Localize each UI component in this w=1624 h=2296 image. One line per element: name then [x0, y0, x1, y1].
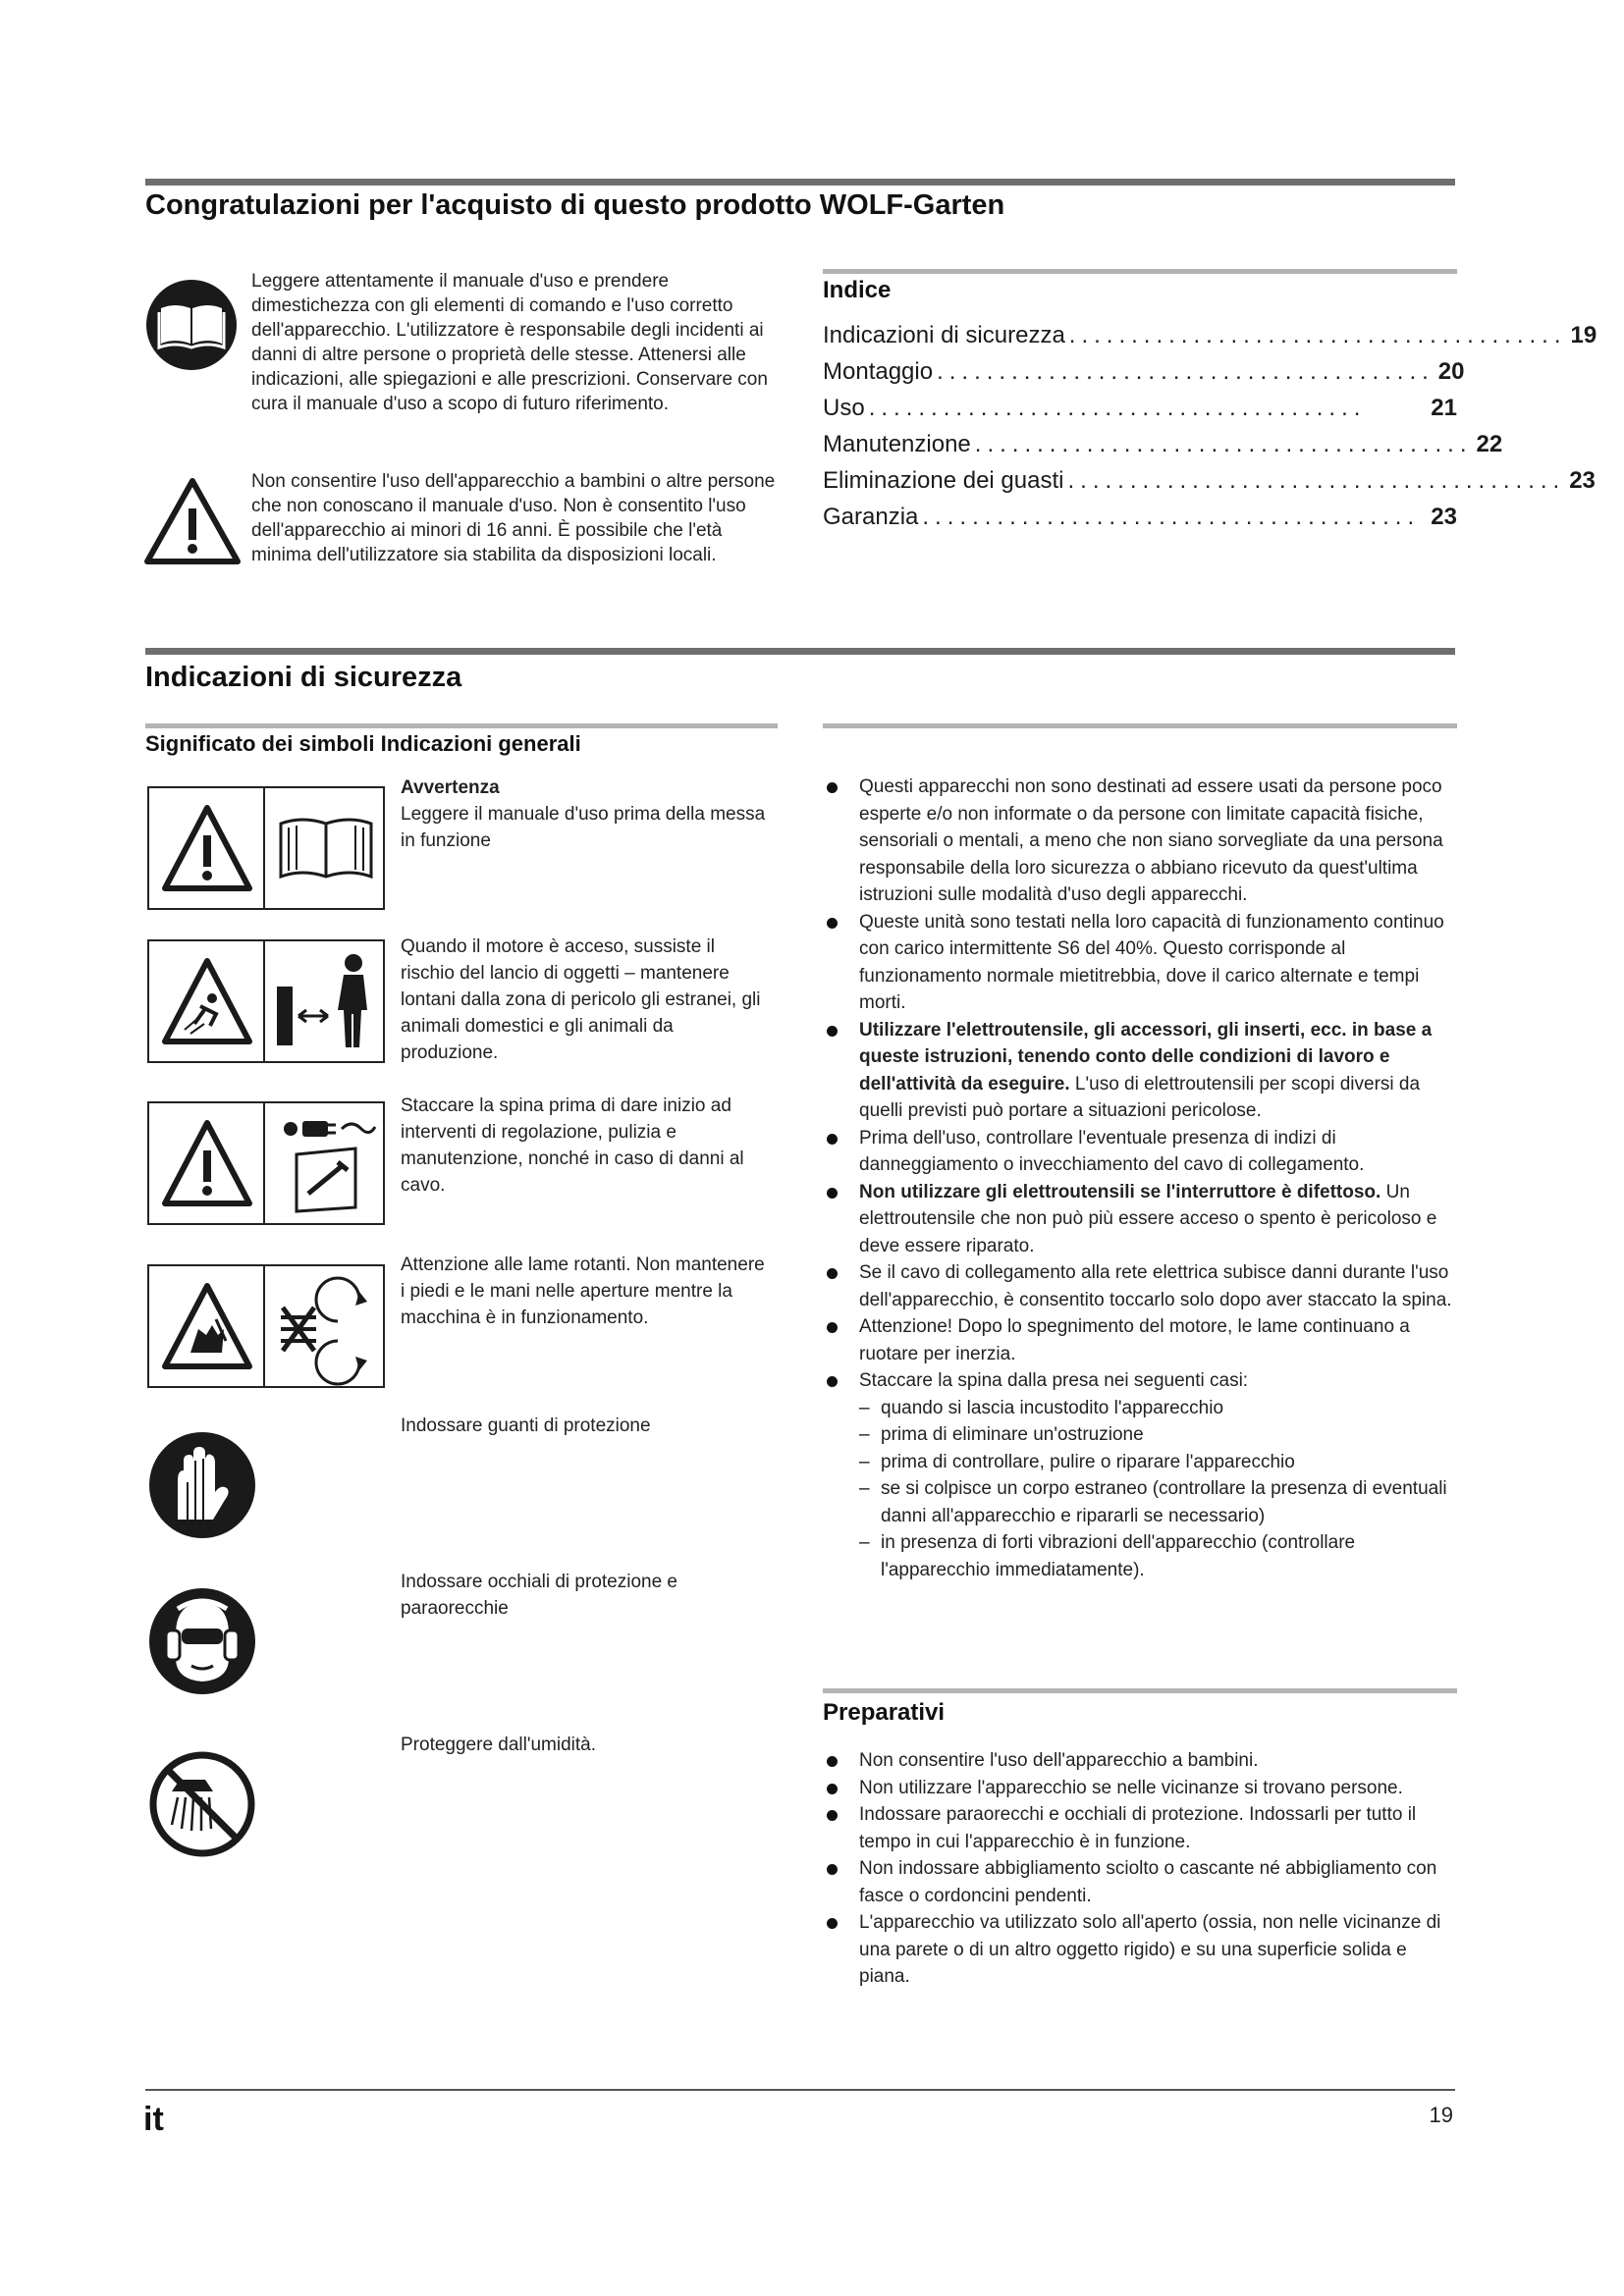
symbol-label: Proteggere dall'umidità. [401, 1735, 597, 1755]
symbol-unplug [147, 1101, 385, 1225]
list-item: Indossare paraorecchi e occhiali di protezione. Indossarli per tutto il tempo in cui l'apparecchio è in funzione. [823, 1801, 1457, 1855]
symbol-read-manual [147, 786, 385, 910]
warning-triangle-icon [161, 1117, 253, 1211]
toc-heading: Indice [823, 277, 892, 303]
footer-rule [145, 2089, 1455, 2091]
symbol-thrown-objects [147, 939, 385, 1063]
symbol-label: Avvertenza Leggere il manuale d'uso prima della messa in funzione [401, 777, 766, 851]
toc-item[interactable]: Eliminazione dei guasti ........................................ 23 [823, 467, 1596, 494]
symbol-label: Staccare la spina prima di dare inizio ad interventi di regolazione, pulizia e manutenzione, nonché in caso di danni al cavo. [401, 1095, 744, 1196]
intro-children-text: Non consentire l'uso dell'apparecchio a bambini o altre persone che non conoscano il manuale d'uso. Non è consentito l'uso dell'apparecchio ai minori di 16 anni. È possibile che l'età minima dell'utilizzatore sia stabilita da disposizioni locali. [251, 471, 776, 565]
prep-heading: Preparativi [823, 1699, 946, 1726]
blade-hand-warning-icon [161, 1280, 253, 1374]
footer-language: it [143, 2101, 164, 2138]
safety-rule [145, 648, 1455, 655]
gloves-icon [148, 1431, 256, 1539]
no-moisture-icon [148, 1750, 256, 1858]
list-item: Non indossare abbigliamento sciolto o cascante né abbigliamento con fasce o cordoncini pendenti. [823, 1855, 1457, 1909]
general-safety-list [823, 774, 1457, 1583]
sub-list-item: – se si colpisce un corpo estraneo (controllare la presenza di eventuali danni all'apparecchio e ripararli se necessario) [859, 1475, 1457, 1529]
thrown-object-warning-icon [161, 955, 253, 1049]
safety-heading: Indicazioni di sicurezza [145, 662, 462, 693]
symbol-rotating-blades [147, 1264, 385, 1388]
list-item: Se il cavo di collegamento alla rete elettrica subisce danni durante l'uso dell'apparecchio, è consentito toccarlo solo dopo aver staccato la spina. [823, 1259, 1457, 1313]
list-item: Queste unità sono testati nella loro capacità di funzionamento continuo con carico intermittente S6 del 40%. Questo corrisponde al funzionamento normale mietitrebbia, dove il carico alternate e tempi morti. [823, 909, 1457, 1017]
manual-book-icon [275, 814, 377, 884]
sub-list-item: – prima di eliminare un'ostruzione [859, 1421, 1457, 1449]
list-item: Attenzione! Dopo lo spegnimento del motore, le lame continuano a ruotare per inerzia. [823, 1313, 1457, 1367]
table-of-contents [823, 317, 1597, 535]
list-item: Staccare la spina dalla presa nei seguenti casi: – quando si lascia incustodito l'apparecchio – prima di eliminare un'ostruzione – prima di controllare, pulire o riparare l'apparecchio – se si colpisce un corpo estraneo (controllare la presenza di eventuali danni all'apparecchio e ripararli se necessario) – in presenza di forti vibrazioni dell'apparecchio (controllare l'apparecchio immediatamente). [823, 1367, 1457, 1583]
symbols-rule [145, 723, 778, 728]
list-item: Questi apparecchi non sono destinati ad essere usati da persone poco esperte e/o non informate o da persone con limitate capacità fisiche, sensoriali o mentali, a meno che non siano sorvegliate da una persona responsabile della loro sicurezza o abbiano ricevuto da quest'ultima istruzioni sulle modalità d'uso degli apparecchi. [823, 774, 1457, 909]
sub-list-item: – quando si lascia incustodito l'apparecchio [859, 1395, 1457, 1422]
top-rule [145, 179, 1455, 186]
manual-book-icon [145, 279, 238, 371]
toc-rule [823, 269, 1457, 274]
warning-triangle-icon [143, 475, 242, 565]
symbols-heading: Significato dei simboli Indicazioni generali [145, 731, 581, 756]
rotating-blade-icon [273, 1278, 379, 1376]
list-item: Prima dell'uso, controllare l'eventuale presenza di indizi di danneggiamento o invecchiamento del cavo di collegamento. [823, 1125, 1457, 1179]
list-item: Non utilizzare gli elettroutensili se l'interruttore è difettoso. Un elettroutensile che non può più essere acceso o spento è pericoloso e deve essere riparato. [823, 1179, 1457, 1260]
toc-item[interactable]: Montaggio ........................................ 20 [823, 358, 1465, 385]
toc-item[interactable]: Indicazioni di sicurezza ........................................ 19 [823, 322, 1597, 348]
symbol-label: Indossare guanti di protezione [401, 1415, 651, 1436]
page-title: Congratulazioni per l'acquisto di questo prodotto WOLF-Garten [145, 189, 1005, 221]
prep-rule [823, 1688, 1457, 1693]
unplug-cable-icon [273, 1111, 379, 1217]
keep-distance-icon [273, 951, 379, 1053]
intro-read-text: Leggere attentamente il manuale d'uso e prendere dimestichezza con gli elementi di comando e l'uso corretto dell'apparecchio. L'utilizzatore è responsabile degli incidenti ai danni di altre persone o proprietà delle stesse. Attenersi alle indicazioni, alle spiegazioni e alle prescrizioni. Conservare con cura il manuale d'uso a scopo di futuro riferimento. [251, 271, 768, 414]
goggles-ear-protection-icon [148, 1587, 256, 1695]
list-item: L'apparecchio va utilizzato solo all'aperto (ossia, non nelle vicinanze di una parete o di un altro oggetto rigido) e su una superficie solida e piana. [823, 1909, 1457, 1991]
list-item: Non utilizzare l'apparecchio se nelle vicinanze si trovano persone. [823, 1775, 1457, 1802]
sub-list-item: – in presenza di forti vibrazioni dell'apparecchio (controllare l'apparecchio immediatamente). [859, 1529, 1457, 1583]
toc-item[interactable]: Garanzia ........................................ 23 [823, 504, 1457, 530]
sub-list-item: – prima di controllare, pulire o riparare l'apparecchio [859, 1449, 1457, 1476]
toc-item[interactable]: Uso ........................................ 21 [823, 395, 1457, 421]
warning-triangle-icon [161, 802, 253, 896]
list-item: Non consentire l'uso dell'apparecchio a bambini. [823, 1747, 1457, 1775]
toc-item[interactable]: Manutenzione ........................................ 22 [823, 431, 1503, 457]
prep-list [823, 1747, 1457, 1991]
symbol-label: Attenzione alle lame rotanti. Non mantenere i piedi e le mani nelle aperture mentre la macchina è in funzionamento. [401, 1255, 765, 1328]
page-number: 19 [1429, 2103, 1453, 2127]
symbol-label: Quando il motore è acceso, sussiste il rischio del lancio di oggetti – mantenere lontani dalla zona di pericolo gli estranei, gli animali domestici e gli animali da produzione. [401, 936, 761, 1063]
symbol-label: Indossare occhiali di protezione e paraorecchie [401, 1572, 678, 1619]
list-item: Utilizzare l'elettroutensile, gli accessori, gli inserti, ecc. in base a queste istruzioni, tenendo conto delle condizioni di lavoro e dell'attività da eseguire. L'uso di elettroutensili per scopi diversi da quelli previsti può portare a situazioni pericolose. [823, 1017, 1457, 1125]
general-rule [823, 723, 1457, 728]
